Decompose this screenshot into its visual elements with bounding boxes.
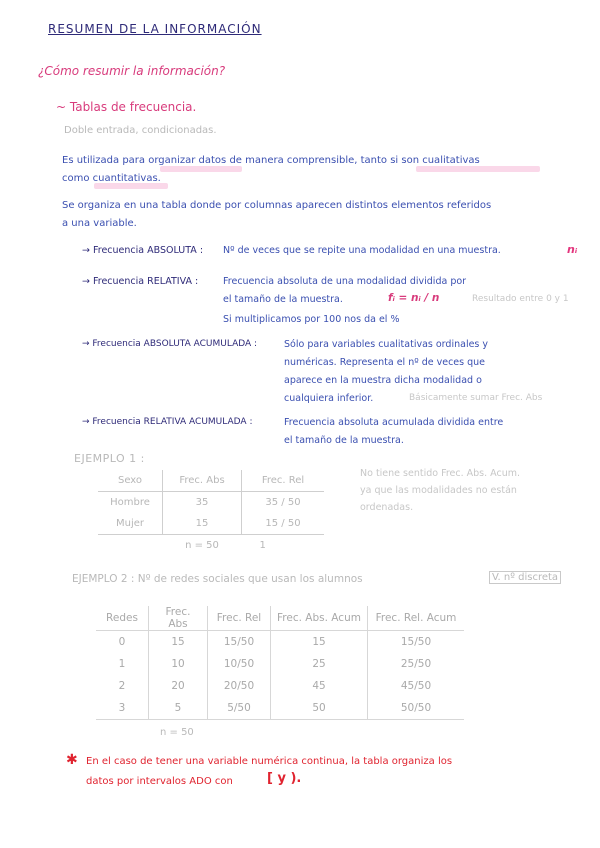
table-row (96, 606, 464, 631)
example2-heading: EJEMPLO 2 : Nº de redes sociales que usan los alumnos (72, 573, 363, 585)
note-line: datos por intervalos ADO con (86, 776, 233, 787)
table-header: Frec. Rel (208, 606, 271, 631)
definition-text: Frecuencia absoluta acumulada dividida entre (284, 417, 504, 428)
table-row (98, 492, 324, 514)
definition-text: el tamaño de la muestra. (284, 435, 404, 446)
table-cell: 45 (271, 675, 368, 697)
definition-text: numéricas. Representa el nº de veces que (284, 357, 486, 368)
table-header: Frec. Abs. Acum (271, 606, 368, 631)
table-cell: 25 (271, 653, 368, 675)
definition-text: aparece en la muestra dicha modalidad o (284, 375, 482, 386)
table-cell: 1 (96, 653, 149, 675)
table-cell: Hombre (98, 492, 163, 514)
table-cell: 5/50 (208, 697, 271, 720)
table-cell: 2 (96, 675, 149, 697)
table-header: Frec. Abs (163, 470, 242, 492)
table-cell: 5 (149, 697, 208, 720)
table-cell: n = 50 (185, 540, 219, 551)
highlight-mark (416, 166, 540, 172)
definition-text: Nº de veces que se repite una modalidad en una muestra. (223, 245, 501, 256)
definition-text: cualquiera inferior. (284, 393, 374, 404)
table-header: Redes (96, 606, 149, 631)
section-heading: ~ Tablas de frecuencia. (56, 100, 197, 114)
formula-ni: nᵢ (567, 243, 578, 256)
page-title: RESUMEN DE LA INFORMACIÓN (48, 22, 262, 36)
definition-label: → Frecuencia RELATIVA : (82, 276, 199, 287)
example1-note: ordenadas. (360, 502, 414, 513)
table-cell: 15 (271, 631, 368, 654)
table-row (96, 631, 464, 654)
table-cell: 3 (96, 697, 149, 720)
definition-text: el tamaño de la muestra. (223, 294, 343, 305)
organize-line: Se organiza en una tabla donde por columnas aparecen distintos elementos referidos (62, 200, 492, 211)
example1-note: No tiene sentido Frec. Abs. Acum. (360, 468, 521, 479)
table-cell: Mujer (98, 513, 163, 535)
example1-table (98, 470, 324, 556)
table-header: Frec. Abs (149, 606, 208, 631)
example1-note: ya que las modalidades no están (360, 485, 517, 496)
table-cell: 25/50 (400, 658, 432, 670)
table-header: Frec. Rel (242, 470, 325, 492)
table-row (96, 697, 464, 720)
formula-fi: fᵢ = nᵢ / n (388, 292, 440, 304)
example1-heading: EJEMPLO 1 : (74, 452, 145, 465)
table-row (98, 470, 324, 492)
table-cell: 35 / 50 (265, 497, 301, 508)
intro-line: como cuantitativas. (62, 173, 161, 184)
subtitle-note: Doble entrada, condicionadas. (64, 125, 217, 136)
table-header: Frec. Rel. Acum (368, 606, 465, 631)
table-cell: 45/50 (400, 680, 432, 692)
table-row (98, 535, 324, 557)
variable-type-tag: V. nº discreta (489, 571, 561, 584)
table-header: Sexo (98, 470, 163, 492)
table-row (98, 513, 324, 535)
table-cell: 10 (149, 653, 208, 675)
table-cell: 35 (163, 492, 242, 514)
example2-total: n = 50 (160, 727, 194, 738)
table-cell: 10/50 (208, 653, 271, 675)
table-cell: 1 (259, 540, 266, 551)
table-cell (98, 535, 163, 557)
definition-text: Si multiplicamos por 100 nos da el % (223, 314, 400, 325)
question-heading: ¿Cómo resumir la información? (38, 64, 226, 78)
table-cell: 20 (149, 675, 208, 697)
table-cell: 15 / 50 (242, 513, 325, 535)
table-cell: 50 (271, 697, 368, 720)
table-cell: 20/50 (208, 675, 271, 697)
table-cell: 50/50 (368, 697, 465, 720)
summary-note: Básicamente sumar Frec. Abs (409, 393, 543, 403)
example2-table (96, 606, 464, 720)
table-cell: 15 (149, 631, 208, 654)
organize-line: a una variable. (62, 218, 137, 229)
asterisk-icon: ✱ (66, 752, 78, 768)
table-row (96, 675, 464, 697)
highlight-mark (160, 166, 242, 172)
interval-brackets: [ y ). (267, 771, 302, 786)
intro-line: Es utilizada para organizar datos de manera comprensible, tanto si son cualitativas (62, 155, 480, 166)
definition-label: → Frecuencia ABSOLUTA : (82, 245, 204, 256)
table-row (96, 653, 464, 675)
definition-label: → Frecuencia RELATIVA ACUMULADA : (82, 417, 253, 427)
table-cell: 15/50 (208, 631, 271, 654)
range-note: Resultado entre 0 y 1 (472, 294, 569, 304)
table-cell: 0 (96, 631, 149, 654)
definition-text: Frecuencia absoluta de una modalidad dividida por (223, 276, 467, 287)
definition-label: → Frecuencia ABSOLUTA ACUMULADA : (82, 339, 258, 349)
definition-text: Sólo para variables cualitativas ordinales y (284, 339, 489, 350)
table-cell: 15 (163, 513, 242, 535)
note-line: En el caso de tener una variable numérica continua, la tabla organiza los (86, 756, 453, 767)
table-cell: 15/50 (400, 636, 432, 648)
